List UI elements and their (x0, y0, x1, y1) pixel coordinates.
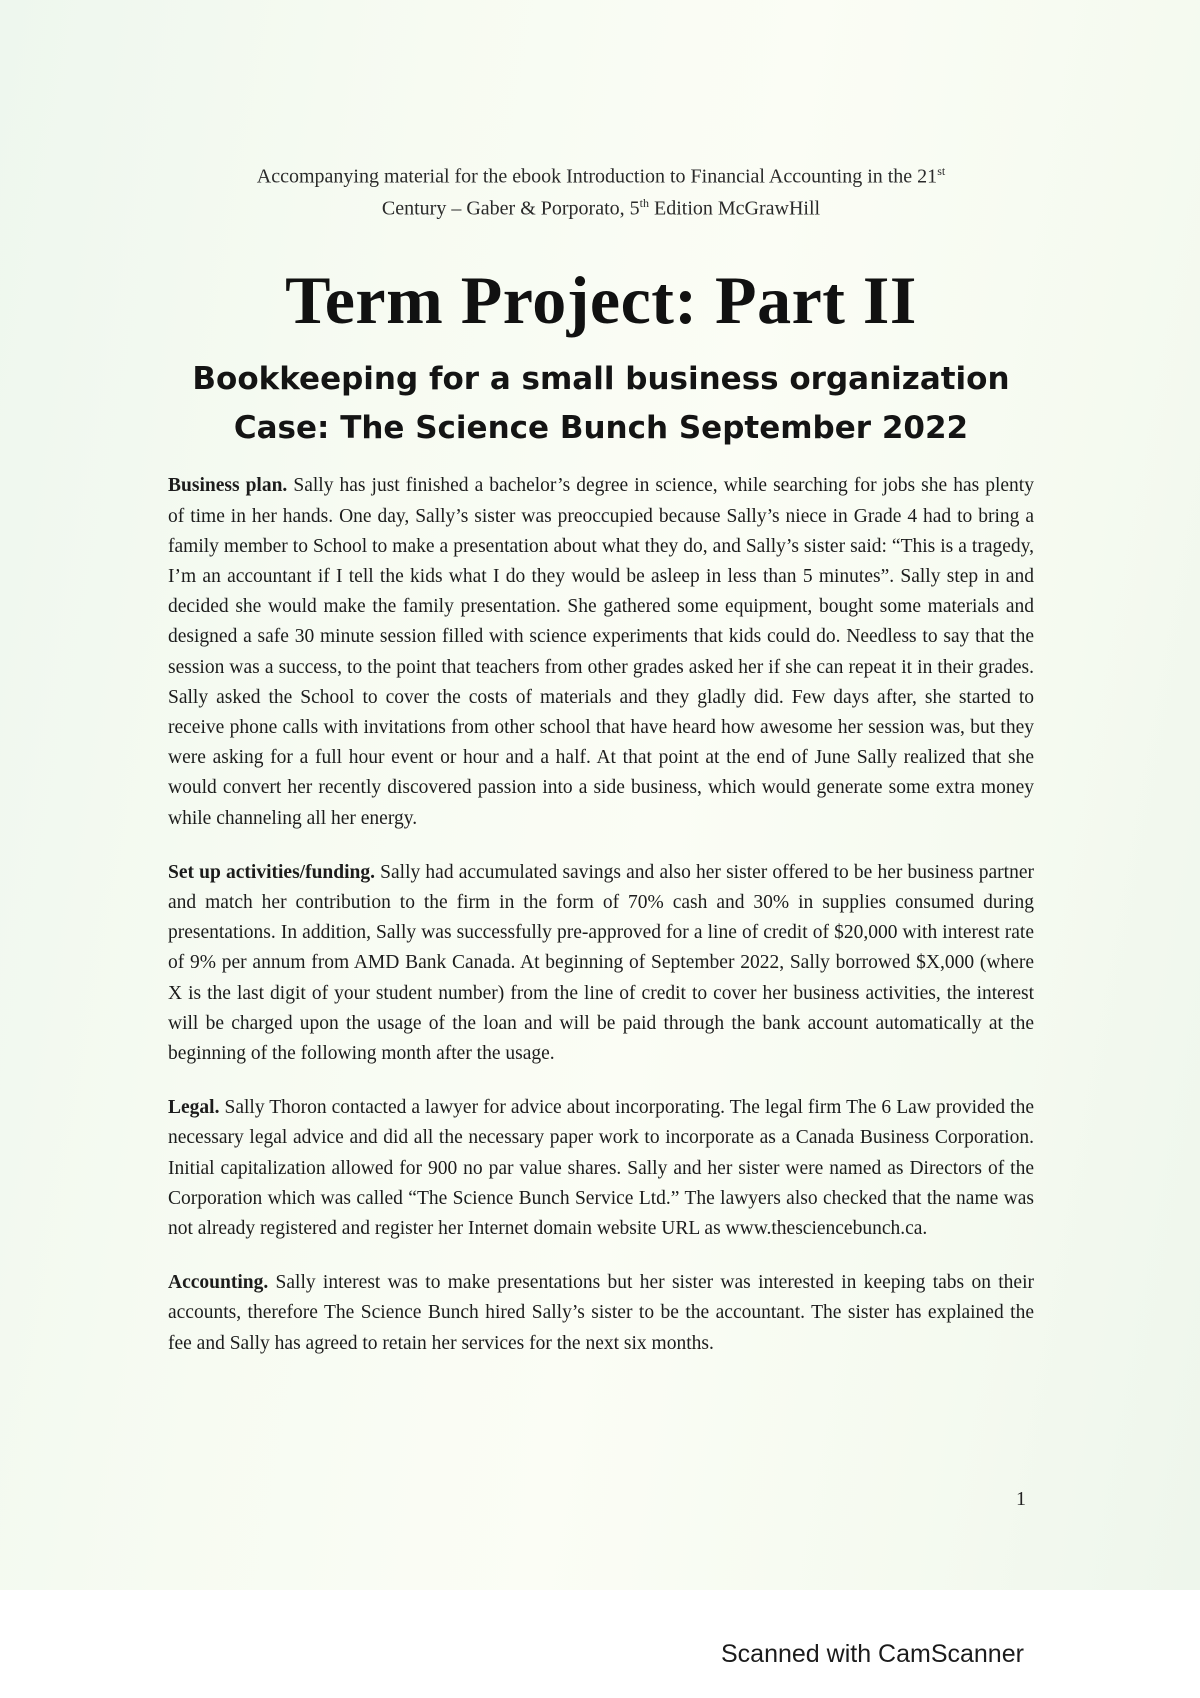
document-title: Term Project: Part II (285, 262, 917, 339)
section-body: Sally Thoron contacted a lawyer for advice about incorporating. The legal firm The 6 Law provided the necessary legal advice and did all the necessary paper work to incorporate as a Canada Business Corporation. Initial capitalization allowed for 900 no par value shares. Sally and her sister were named as Directors of the Corporation which was called “The Science Bunch Service Ltd.” The lawyers also checked that the name was not already registered and register her Internet domain website URL as www.thesciencebunch.ca. (168, 1097, 1034, 1239)
section-accounting (168, 1268, 1034, 1359)
section-legal (168, 1093, 1034, 1244)
section-business-plan (168, 471, 1034, 833)
subtitle-line1: Bookkeeping for a small business organization (192, 361, 1010, 398)
header-note (168, 158, 1034, 221)
section-body: Sally had accumulated savings and also her sister offered to be her business partner and match her contribution to the firm in the form of 70% cash and 30% in supplies consumed during presentations. In addition, Sally was successfully pre-approved for a line of credit of $20,000 with interest rate of 9% per annum from AMD Bank Canada. At beginning of September 2022, Sally borrowed $X,000 (where X is the last digit of your student number) from the line of credit to cover her business activities, the interest will be charged upon the usage of the loan and will be paid through the bank account automatically at the beginning of the following month after the usage. (168, 861, 1034, 1064)
section-setup-funding (168, 858, 1034, 1069)
section-heading: Business plan. (168, 475, 288, 497)
section-heading: Accounting. (168, 1272, 269, 1294)
header-note-line2: Century – Gaber & Porporato, 5th Edition McGrawHill (381, 195, 821, 220)
document-subtitle (168, 355, 1034, 453)
document-page (168, 158, 1034, 1378)
section-body: Sally interest was to make presentations but her sister was interested in keeping tabs on their accounts, therefore The Science Bunch hired Sally’s sister to be the accountant. The sister has explained the fee and Sally has agreed to retain her services for the next six months. (168, 1272, 1034, 1354)
page-number: 1 (1016, 1488, 1026, 1510)
subtitle-line2: Case: The Science Bunch September 2022 (233, 410, 969, 447)
header-note-line1: Accompanying material for the ebook Introduction to Financial Accounting in the 21st (256, 164, 946, 188)
scanner-watermark: Scanned with CamScanner (721, 1640, 1024, 1668)
section-heading: Set up activities/funding. (168, 861, 375, 883)
section-heading: Legal. (168, 1097, 220, 1119)
section-body: Sally has just finished a bachelor’s degree in science, while searching for jobs she has plenty of time in her hands. One day, Sally’s sister was preoccupied because Sally’s niece in Grade 4 had to bring a family member to School to make a presentation about what they do, and Sally’s sister said: “This is a tragedy, I’m an accountant if I tell the kids what I do they would be asleep in less than 5 minutes”. Sally step in and decided she would make the family presentation. She gathered some equipment, bought some materials and designed a safe 30 minute session filled with science experiments that kids could do. Needless to say that the session was a success, to the point that teachers from other grades asked her if she can repeat it in their grades. Sally asked the School to cover the costs of materials and they gladly did. Few days after, she started to receive phone calls with invitations from other school that have heard how awesome her session was, but they were asking for a full hour event or hour and a half. At that point at the end of June Sally realized that she would convert her recently discovered passion into a side business, which would generate some extra money while channeling all her energy. (168, 475, 1034, 829)
